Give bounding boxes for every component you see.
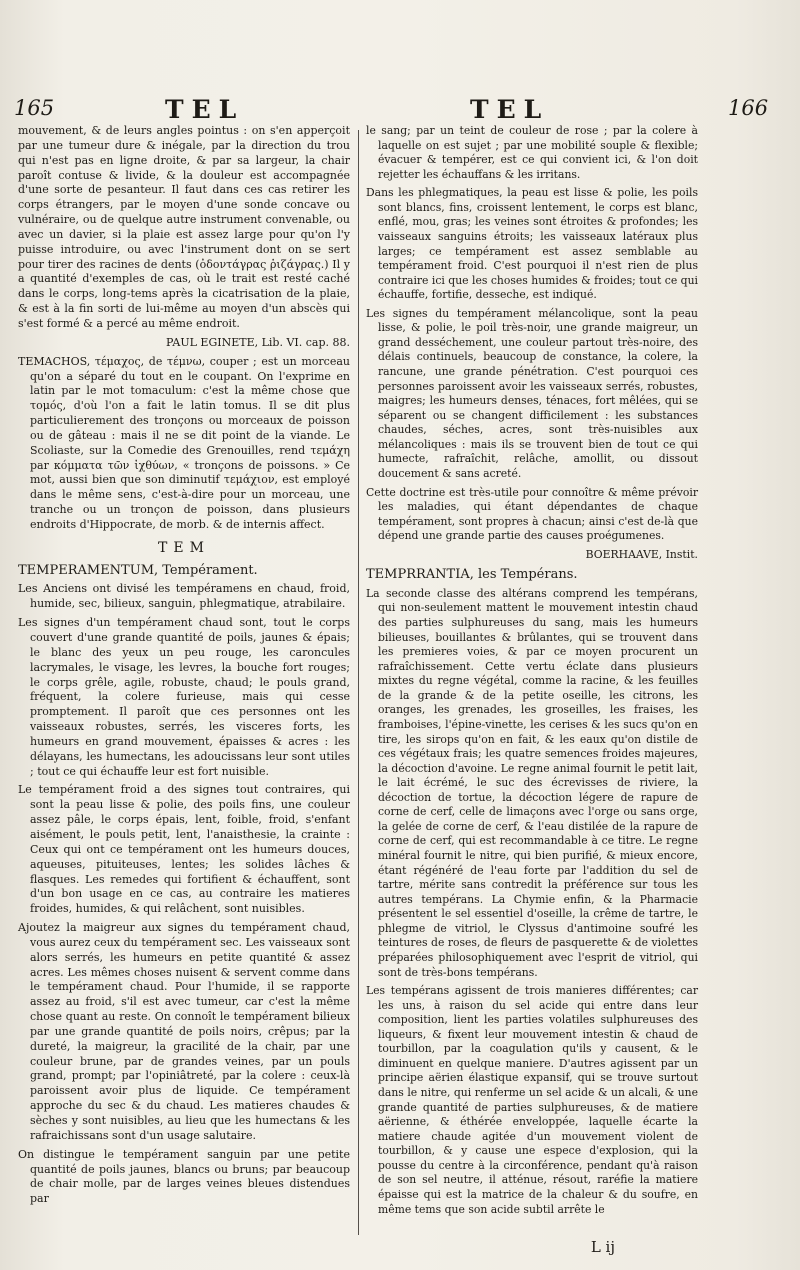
paragraph: Cette doctrine est très-utile pour connoître & même prévoir les maladies, qui étant dépendantes de chaque tempérament, sont propres à chacun; ainsi c'est de-là que dépend une grande partie des causes proégumenes.: [366, 485, 698, 543]
right-column: [366, 124, 698, 1221]
signature-mark: L ij: [590, 1238, 615, 1256]
citation: PAUL EGINETE, Lib. VI. cap. 88.: [166, 335, 350, 349]
section-heading: TEM: [158, 539, 210, 556]
paragraph: Les tempérans agissent de trois manieres différentes; car les uns, à raison du sel acide qui entre dans leur composition, lient les parties volatiles sulphureuses des liqueurs, & fixent leur mouvement intestin & chaud de tourbillon, par la coagulation qu'ils y causent, & le diminuent en quelque maniere. D'autres agissent par un principe aërien élastique expansif, qui se trouve surtout dans le nitre, qui renferme un sel acide & un alcali, & une grande quantité de parties sulphureuses, & de matiere aërienne, & éthérée enveloppée, laquelle écarte la matiere chaude agitée d'un mouvement violent de tourbillon, & y cause une espece d'explosion, qui la pousse du centre à la circonférence, pendant qu'à raison de son sel neutre, il atténue, résout, raréfie la matiere épaisse qui est la matrice de la chaleur & du soufre, en même tems que son acide subtil arrête le: [366, 984, 698, 1216]
entry-title: TEMPRRANTIA, les Tempérans.: [366, 567, 578, 583]
entry-title: TEMPERAMENTUM, Tempérament.: [18, 562, 258, 578]
paragraph: Le tempérament froid a des signes tout contraires, qui sont la peau lisse & polie, des poils fins, une couleur assez pâle, le corps épais, lent, foible, froid, s'enfant aisément, le pouls petit, lent, l'anaisthesie, la crainte : Ceux qui ont ce tempérament ont les humeurs douces, aqueuses, pituiteuses, lentes; les solides lâches & flasques. Les remedes qui fortifient & échauffent, sont d'un bon usage en ce cas, au contraire les matieres froides, humides, & qui relâchent, sont nuisibles.: [18, 783, 350, 916]
paragraph: On distingue le tempérament sanguin par une petite quantité de poils jaunes, blancs ou bruns; par beaucoup de chair molle, par de larges veines bleues distendues par: [18, 1147, 350, 1206]
paragraph: le sang; par un teint de couleur de rose ; par la colere à laquelle on est sujet ; par une mobilité souple & flexible; évacuer & tempérer, est ce qui convient ici, & l'on doit rejetter les échauffans & les irritans.: [366, 124, 698, 181]
paragraph: La seconde classe des altérans comprend les tempérans, qui non-seulement mattent le mouvement intestin chaud des parties sulphureuses du sang, mais les humeurs bilieuses, bouillantes & brûlantes, qui se trouvent dans les premieres voies, & par ce moyen procurent un rafraîchissement. Cette vertu éclate dans plusieurs mixtes du regne végétal, comme la racine, & les feuilles de la grande & de la petite oseille, les citrons, les oranges, les grenades, les groseilles, les fraises, les framboises, l'épine-vinette, les cerises & les sucs qu'on en tire, les sirops qu'on en fait, & les eaux qu'on distile de ces végétaux frais; les quatre semences froides majeures, la décoction d'avoine. Le regne animal fournit le petit lait, le lait écrémé, le suc des écrevisses de riviere, la décoction de tortue, la décoction légere de rapure de corne de cerf, celle de limaçons avec l'orge ou sans orge, la gelée de corne de cerf, & l'eau distilée de la rapure de corne de cerf, qui est recommandable à ce titre. Le regne minéral fournit le nitre, qui bien purifié, & mieux encore, étant régénéré de l'eau forte par l'addition du sel de tartre, mérite sans contredit la préférence sur tous les autres tempérans. La Chymie enfin, & la Pharmacie présentent le sel essentiel d'oseille, la crême de tartre, le phlegme de vitriol, le Clyssus d'antimoine soufré les teintures de roses, de fleurs de pasquerette & de violettes préparées philosophiquement avec l'esprit de vitriol, qui sont de très-bons tempérans.: [366, 586, 698, 979]
entry-temachos: TEMACHOS, τέμαχος, de τέμνω, couper ; est un morceau qu'on a séparé du tout en le coupant. On l'exprime en latin par le mot tomaculum: c'est la même chose que τομός, d'où l'on a fait le latin tomus. Il se dit plus particulierement des tronçons ou morceaux de poisson ou de gâteau : mais il ne se dit point de la viande. Le Scoliaste, sur la Comedie des Grenouilles, rend τεμάχη par κόμματα τῶν ἰχθύων, « tronçons de poissons. » Ce mot, aussi bien que son diminutif τεμάχιον, est employé dans le même sens, c'est-à-dire pour un morceau, une tranche ou un tronçon de poisson, dans plusieurs endroits d'Hippocrate, de morb. & de internis affect.: [18, 354, 350, 531]
right-running-head: TEL: [470, 95, 550, 124]
left-running-head: TEL: [165, 95, 245, 124]
paragraph: Les signes d'un tempérament chaud sont, tout le corps couvert d'une grande quantité de poils, jaunes & épais; le blanc des yeux un peu rouge, les caroncules lacrymales, le visage, les levres, la bouche fort rouges; le corps grêle, agile, robuste, chaud; le pouls grand, fréquent, la colere furieuse, mais qui cesse promptement. Il paroît que ces personnes ont les vaisseaux robustes, serrés, les visceres forts, les humeurs en grand mouvement, épaisses & acres : les délayans, les humectans, les adoucissans leur sont utiles ; tout ce qui échauffe leur est fort nuisible.: [18, 616, 350, 778]
left-page-number: 165: [14, 96, 55, 120]
column-divider: [358, 130, 359, 1235]
citation: BOERHAAVE, Instit.: [585, 547, 698, 561]
paragraph: Dans les phlegmatiques, la peau est lisse & polie, les poils sont blancs, fins, croissent lentement, le corps est blanc, enflé, mou, gras; les veines sont étroites & profondes; les vaisseaux sanguins étroits; les vaisseaux latéraux plus larges; ce tempérament est assez semblable au tempérament froid. C'est pourquoi il n'est rien de plus contraire ici que les choses humides & froides; tout ce qui échauffe, fortifie, desseche, est indiqué.: [366, 186, 698, 302]
paragraph: Les signes du tempérament mélancolique, sont la peau lisse, & polie, le poil très-noir, une grande maigreur, un grand desséchement, une couleur partout très-noire, des délais continuels, beaucoup de constance, la colere, la rancune, une grande pénétration. C'est pourquoi ces personnes paroissent avoir les vaisseaux serrés, robustes, maigres; les humeurs denses, ténaces, fort mêlées, qui se séparent ou se changent difficilement : les substances chaudes, séches, acres, sont très-nuisibles aux mélancoliques : mais ils se trouvent bien de tout ce qui humecte, rafraîchit, relâche, amollit, ou dissout doucement & sans acreté.: [366, 306, 698, 480]
paragraph: Les Anciens ont divisé les tempéramens en chaud, froid, humide, sec, bilieux, sanguin, phlegmatique, atrabilaire.: [18, 582, 350, 611]
right-page-number: 166: [728, 96, 769, 120]
paragraph: mouvement, & de leurs angles pointus : on s'en apperçoit par une tumeur dure & inégale, par la direction du trou qui n'est pas en ligne droite, & par sa largeur, la chair paroît contuse & livide, & la douleur est accompagnée d'une sorte de pesanteur. Il faut dans ces cas retirer les corps étrangers, par le moyen d'une sonde concave ou vulnéraire, ou de quelque autre instrument convenable, ou avec un davier, si la plaie est assez large pour qu'on l'y puisse introduire, ou avec l'instrument dont on se sert pour tirer des racines de dents (ὀδοντάγρας ῥιζάγρας.) Il y a quantité d'exemples de cas, où le trait est resté caché dans le corps, long-tems après la cicatrisation de la plaie, & est à la fin sorti de lui-même au moyen d'un abscès qui s'est formé & a percé au même endroit.: [18, 124, 350, 330]
paragraph: Ajoutez la maigreur aux signes du tempérament chaud, vous aurez ceux du tempérament sec. Les vaisseaux sont alors serrés, les humeurs en petite quantité & assez acres. Les mêmes choses nuisent & servent comme dans le tempérament chaud. Pour l'humide, il se rapporte assez au froid, s'il est avec tumeur, car c'est la même chose quant au reste. On connoît le tempérament bilieux par une grande quantité de poils noirs, crêpus; par la dureté, la maigreur, la gracilité de la chair, par une couleur brune, par de grandes veines, par un pouls grand, prompt; par l'opiniâtreté, par la colere : ceux-là paroissent avoir plus de liquide. Ce tempérament approche du sec & du chaud. Les matieres chaudes & sèches y sont nuisibles, au lieu que les humectans & les rafraichissans sont d'un usage salutaire.: [18, 921, 350, 1142]
left-column: [18, 124, 350, 1211]
